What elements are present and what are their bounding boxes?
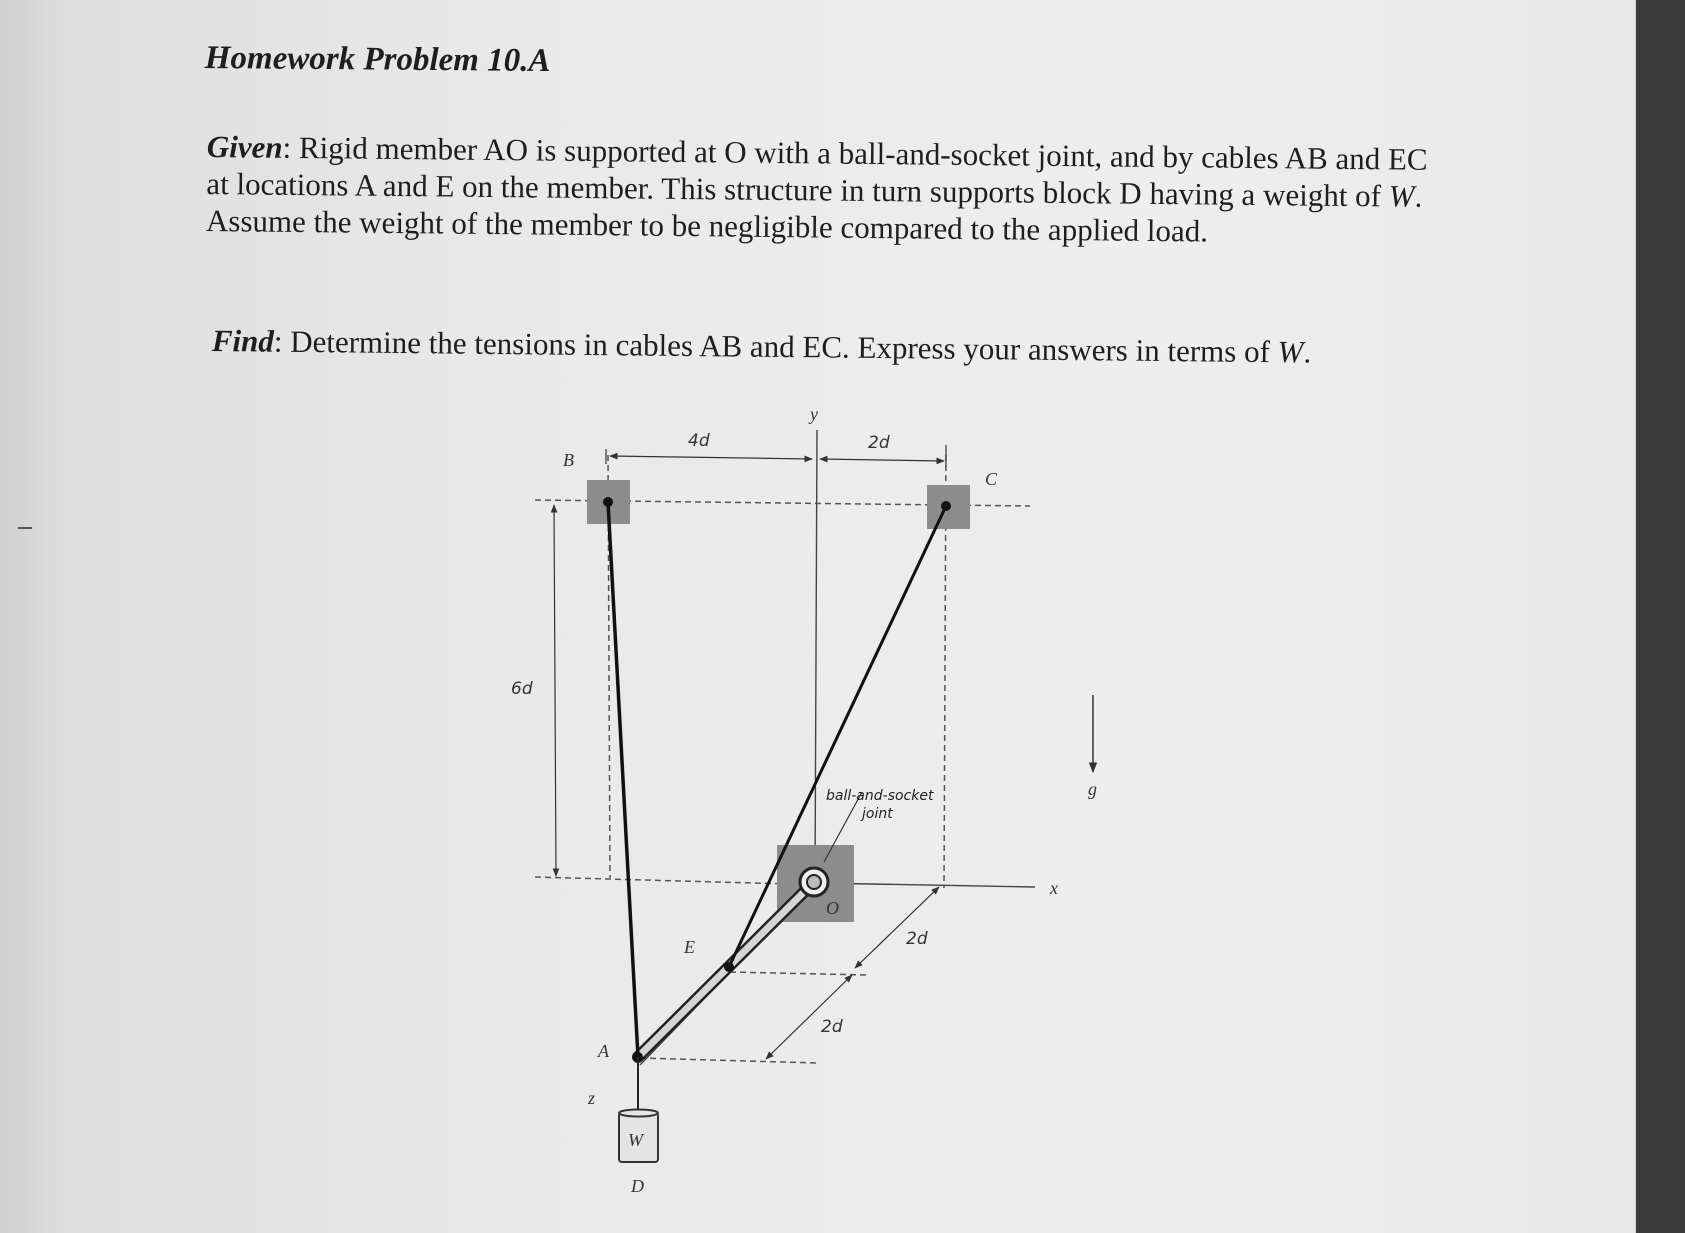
label-z-axis: z — [588, 1088, 596, 1108]
given-weight-symbol: W — [1388, 178, 1415, 214]
find-text-1: Determine the tensions in cables AB and EC. Express your answers in terms of — [290, 323, 1278, 370]
given-text-2: . Assume the weight of the member to be negligible compared to the applied load. — [205, 178, 1423, 249]
find-label: Find — [211, 322, 275, 359]
point-b — [603, 497, 613, 507]
joint-label-line1: ball-and-socket — [826, 788, 934, 804]
label-x-axis: x — [1050, 878, 1058, 898]
label-w: W — [628, 1130, 643, 1150]
point-e — [724, 962, 734, 972]
page-title: Homework Problem 10.A — [204, 40, 551, 80]
label-a: A — [598, 1041, 609, 1061]
label-e: E — [684, 937, 695, 957]
base-dashed-line — [535, 877, 790, 884]
cable-ab — [608, 502, 638, 1057]
dim-2d-diag-lower-label: 2d — [821, 1017, 843, 1037]
dim-2d-top-label: 2d — [868, 433, 890, 453]
label-b: B — [563, 450, 574, 470]
label-c: C — [985, 469, 998, 489]
joint-label-line2: joint — [862, 806, 893, 822]
find-text-2: . — [1303, 334, 1312, 370]
dim-4d-line — [610, 456, 812, 459]
dim-2d-diag-upper-line — [855, 887, 939, 968]
dim-6d-label: 6d — [511, 679, 533, 699]
given-text-1: Rigid member AO is supported at O with a ball-and-socket joint, and by cables AB and EC at locations A and E on the member. This structure in turn supports block D having a weight of — [206, 129, 1428, 214]
find-weight-symbol: W — [1277, 334, 1304, 370]
label-d: D — [631, 1176, 644, 1196]
label-y-axis: y — [810, 404, 818, 424]
given-sep: : — [282, 129, 300, 165]
point-c — [941, 501, 951, 511]
dim-2d-top-line — [820, 459, 944, 461]
a-dashed-line — [640, 1058, 818, 1063]
given-label: Given — [206, 128, 283, 165]
dim-6d-line — [554, 505, 556, 876]
find-sep: : — [273, 323, 291, 359]
dim-2d-diag-upper-label: 2d — [906, 929, 928, 949]
e-dashed-line — [730, 972, 866, 975]
label-g: g — [1088, 779, 1097, 799]
dim-4d-label: 4d — [688, 431, 710, 451]
y-axis-line — [815, 430, 817, 880]
label-o: O — [826, 898, 839, 918]
